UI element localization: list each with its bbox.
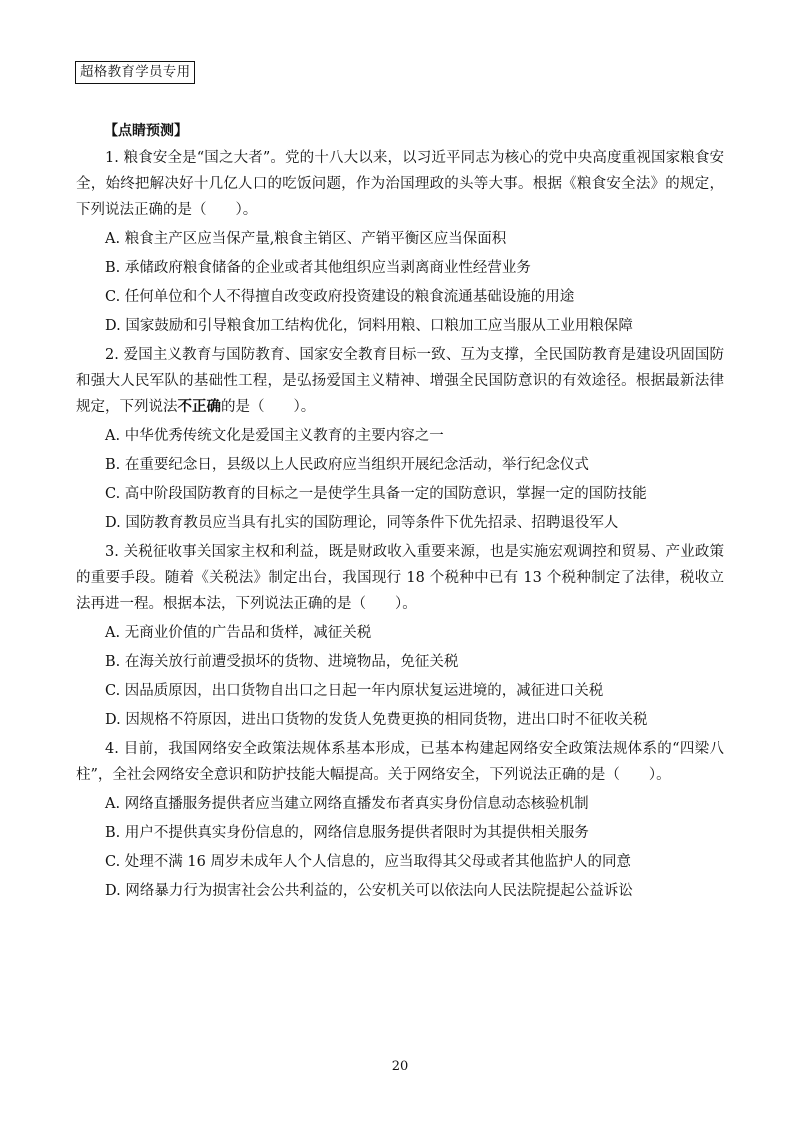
question-2 xyxy=(76,342,724,538)
option-c: C. 任何单位和个人不得擅自改变政府投资建设的粮食流通基础设施的用途 xyxy=(105,289,575,305)
option-c: C. 因品质原因，出口货物自出口之日起一年内原状复运进境的，减征进口关税 xyxy=(105,683,604,699)
option-a: A. 无商业价值的广告品和货样，减征关税 xyxy=(105,625,372,641)
question-stem xyxy=(76,342,724,420)
option-b: B. 在重要纪念日，县级以上人民政府应当组织开展纪念活动，举行纪念仪式 xyxy=(105,457,589,473)
stem-text: 2. 爱国主义教育与国防教育、国家安全教育目标一致、互为支撑，全民国防教育是建设巩固国防和强大人民军队的基础性工程，是弘扬爱国主义精神、增强全民国防意识的有效途径。根据最新法律规定，下列说法 xyxy=(76,347,724,415)
option-d: D. 因规格不符原因，进出口货物的发货人免费更换的相同货物，进出口时不征收关税 xyxy=(105,712,648,728)
document-stamp: 超格教育学员专用 xyxy=(75,61,195,84)
question-section xyxy=(76,118,724,907)
question-4 xyxy=(76,736,724,906)
option-c: C. 处理不满 16 周岁未成年人个人信息的，应当取得其父母或者其他监护人的同意 xyxy=(105,854,631,870)
option-b: B. 在海关放行前遭受损坏的货物、进境物品，免征关税 xyxy=(105,654,459,670)
option-d: D. 国家鼓励和引导粮食加工结构优化，饲料用粮、口粮加工应当服从工业用粮保障 xyxy=(105,318,633,334)
option-c: C. 高中阶段国防教育的目标之一是使学生具备一定的国防意识，掌握一定的国防技能 xyxy=(105,486,647,502)
question-stem: 1. 粮食安全是“国之大者”。党的十八大以来，以习近平同志为核心的党中央高度重视国家粮食安全，始终把解决好十几亿人口的吃饭问题，作为治国理政的头等大事。根据《粮食安全法》的规定，下列说法正确的是（ ）。 xyxy=(76,150,724,218)
option-a: A. 粮食主产区应当保产量,粮食主销区、产销平衡区应当保面积 xyxy=(105,231,507,247)
question-1 xyxy=(76,145,724,341)
stem-emphasis: 不正确 xyxy=(177,398,221,415)
question-3 xyxy=(76,539,724,735)
option-b: B. 承储政府粮食储备的企业或者其他组织应当剥离商业性经营业务 xyxy=(105,260,531,276)
question-stem: 4. 目前，我国网络安全政策法规体系基本形成，已基本构建起网络安全政策法规体系的“四梁八柱”，全社会网络安全意识和防护技能大幅提高。关于网络安全，下列说法正确的是（ ）。 xyxy=(76,741,724,783)
page-number: 20 xyxy=(391,1059,409,1074)
option-b: B. 用户不提供真实身份信息的，网络信息服务提供者限时为其提供相关服务 xyxy=(105,825,589,841)
option-d: D. 网络暴力行为损害社会公共利益的，公安机关可以依法向人民法院提起公益诉讼 xyxy=(105,883,633,899)
question-stem: 3. 关税征收事关国家主权和利益，既是财政收入重要来源，也是实施宏观调控和贸易、产业政策的重要手段。随着《关税法》制定出台，我国现行 18 个税种中已有 13 个税种制定了法律，税收立法再进一程。根据本法，下列说法正确的是（ ）。 xyxy=(76,544,724,612)
option-a: A. 中华优秀传统文化是爱国主义教育的主要内容之一 xyxy=(105,428,444,444)
option-a: A. 网络直播服务提供者应当建立网络直播发布者真实身份信息动态核验机制 xyxy=(105,796,589,812)
section-title: 【点睛预测】 xyxy=(104,123,188,139)
option-d: D. 国防教育教员应当具有扎实的国防理论，同等条件下优先招录、招聘退役军人 xyxy=(105,515,619,531)
stem-text-end: 的是（ ）。 xyxy=(221,399,316,415)
